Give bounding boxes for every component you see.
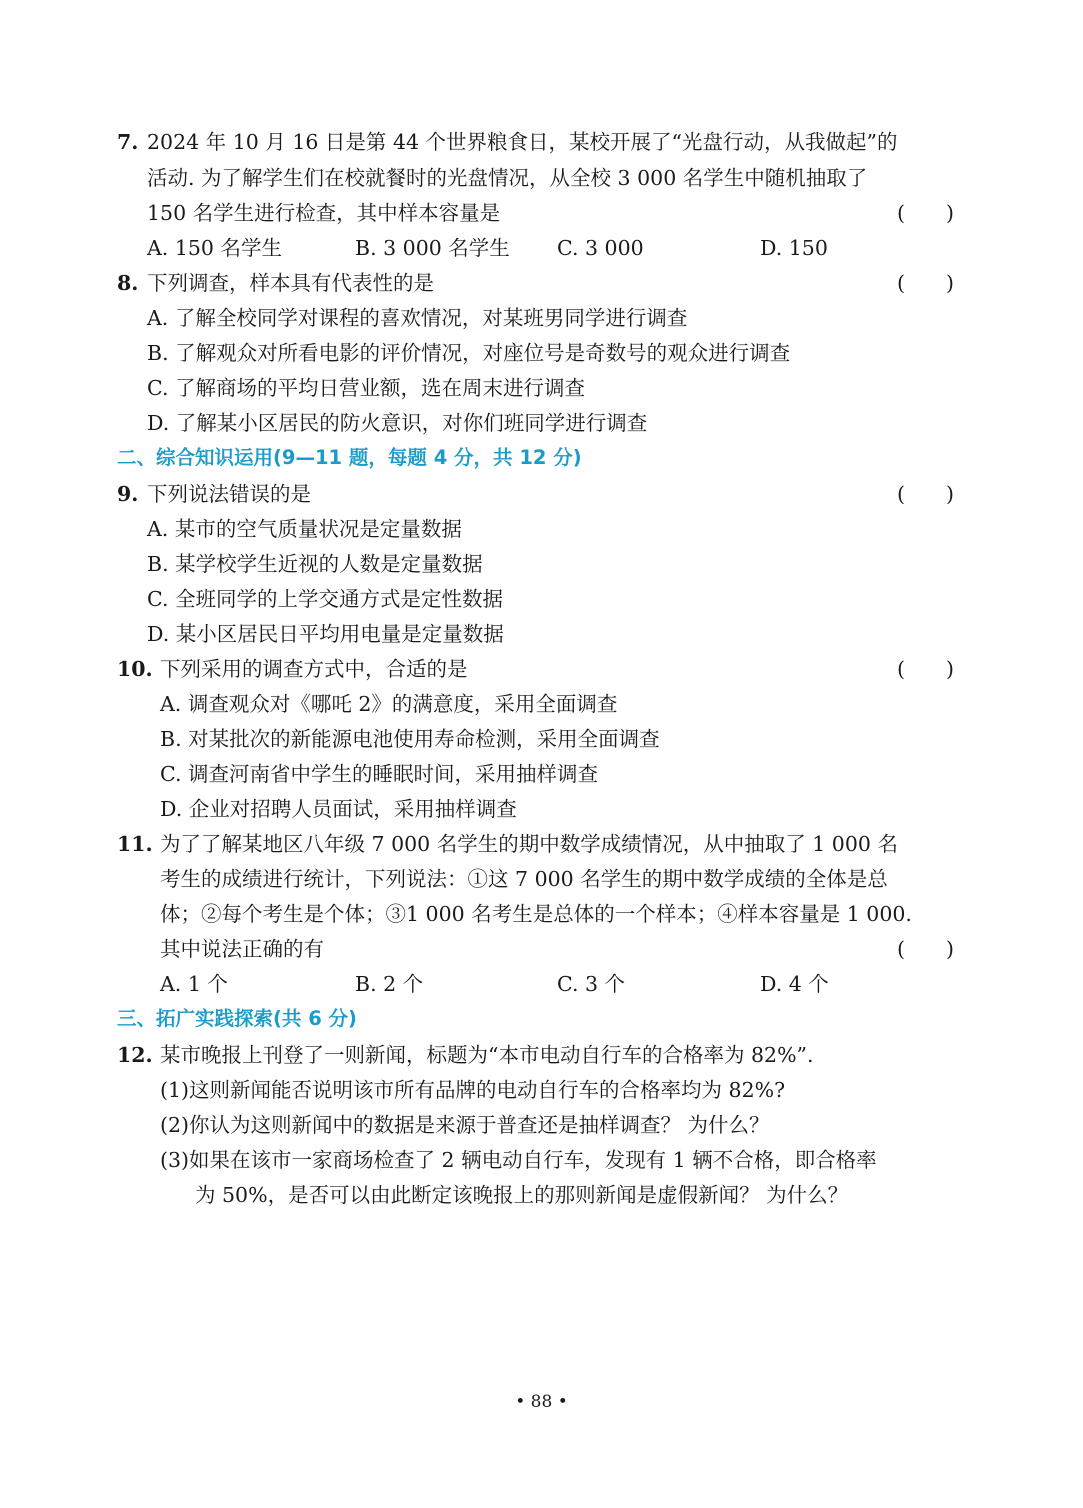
answer-blank[interactable]: ( ) — [897, 201, 954, 225]
question-text: 为了了解某地区八年级 7 000 名学生的期中数学成绩情况，从中抽取了 1 000 名 — [160, 832, 898, 856]
question-text: 考生的成绩进行统计，下列说法：①这 7 000 名学生的期中数学成绩的全体是总 — [160, 867, 888, 891]
question-text: (2)你认为这则新闻中的数据是来源于普查还是抽样调查？ 为什么？ — [160, 1113, 770, 1137]
option-text: C. 了解商场的平均日营业额，选在周末进行调查 — [147, 376, 585, 400]
question-number: 9. — [117, 482, 139, 506]
option-text: B. 了解观众对所看电影的评价情况，对座位号是奇数号的观众进行调查 — [147, 341, 791, 365]
question-text: 某市晚报上刊登了一则新闻，标题为“本市电动自行车的合格率为 82%”. — [160, 1043, 814, 1067]
question-text: 下列说法错误的是 — [147, 482, 311, 506]
option-d: D. 4 个 — [760, 972, 829, 996]
question-number: 12. — [117, 1043, 153, 1067]
section-title: 三、拓广实践探索(共 6 分) — [117, 1007, 357, 1030]
question-text: 2024 年 10 月 16 日是第 44 个世界粮食日，某校开展了“光盘行动，从我做起”的 — [147, 130, 898, 154]
question-text: 其中说法正确的有 — [160, 937, 324, 961]
option-a: A. 1 个 — [160, 972, 228, 996]
option-d: D. 150 — [760, 236, 828, 260]
question-text: (1)这则新闻能否说明该市所有品牌的电动自行车的合格率均为 82%? — [160, 1078, 786, 1102]
question-text: 活动. 为了解学生们在校就餐时的光盘情况，从全校 3 000 名学生中随机抽取了 — [147, 166, 868, 190]
question-text: 为 50%，是否可以由此断定该晚报上的那则新闻是虚假新闻？ 为什么？ — [195, 1183, 849, 1207]
option-text: A. 调查观众对《哪吒 2》的满意度，采用全面调查 — [160, 692, 618, 716]
question-text: 体；②每个考生是个体；③1 000 名考生是总体的一个样本；④样本容量是 1 000. — [160, 902, 912, 926]
option-c: C. 3 个 — [557, 972, 626, 996]
option-text: B. 对某批次的新能源电池使用寿命检测，采用全面调查 — [160, 727, 660, 751]
question-number: 11. — [117, 832, 153, 856]
page-number: • 88 • — [515, 1392, 568, 1412]
option-text: A. 某市的空气质量状况是定量数据 — [147, 517, 462, 541]
question-text: 150 名学生进行检查，其中样本容量是 — [147, 201, 501, 225]
option-text: B. 某学校学生近视的人数是定量数据 — [147, 552, 483, 576]
option-c: C. 3 000 — [557, 236, 644, 260]
answer-blank[interactable]: ( ) — [897, 937, 954, 961]
option-text: D. 了解某小区居民的防火意识，对你们班同学进行调查 — [147, 411, 648, 435]
question-number: 7. — [117, 130, 139, 154]
option-text: D. 企业对招聘人员面试，采用抽样调查 — [160, 797, 517, 821]
option-text: C. 调查河南省中学生的睡眠时间，采用抽样调查 — [160, 762, 598, 786]
answer-blank[interactable]: ( ) — [897, 271, 954, 295]
question-number: 10. — [117, 657, 153, 681]
option-text: A. 了解全校同学对课程的喜欢情况，对某班男同学进行调查 — [147, 306, 688, 330]
option-b: B. 3 000 名学生 — [355, 236, 510, 260]
question-text: 下列调查，样本具有代表性的是 — [147, 271, 434, 295]
section-title: 二、综合知识运用(9—11 题，每题 4 分，共 12 分) — [117, 446, 582, 469]
option-b: B. 2 个 — [355, 972, 424, 996]
answer-blank[interactable]: ( ) — [897, 482, 954, 506]
option-a: A. 150 名学生 — [147, 236, 282, 260]
question-text: (3)如果在该市一家商场检查了 2 辆电动自行车，发现有 1 辆不合格，即合格率 — [160, 1148, 877, 1172]
question-number: 8. — [117, 271, 139, 295]
option-text: D. 某小区居民日平均用电量是定量数据 — [147, 622, 504, 646]
question-text: 下列采用的调查方式中，合适的是 — [160, 657, 468, 681]
answer-blank[interactable]: ( ) — [897, 657, 954, 681]
option-text: C. 全班同学的上学交通方式是定性数据 — [147, 587, 503, 611]
